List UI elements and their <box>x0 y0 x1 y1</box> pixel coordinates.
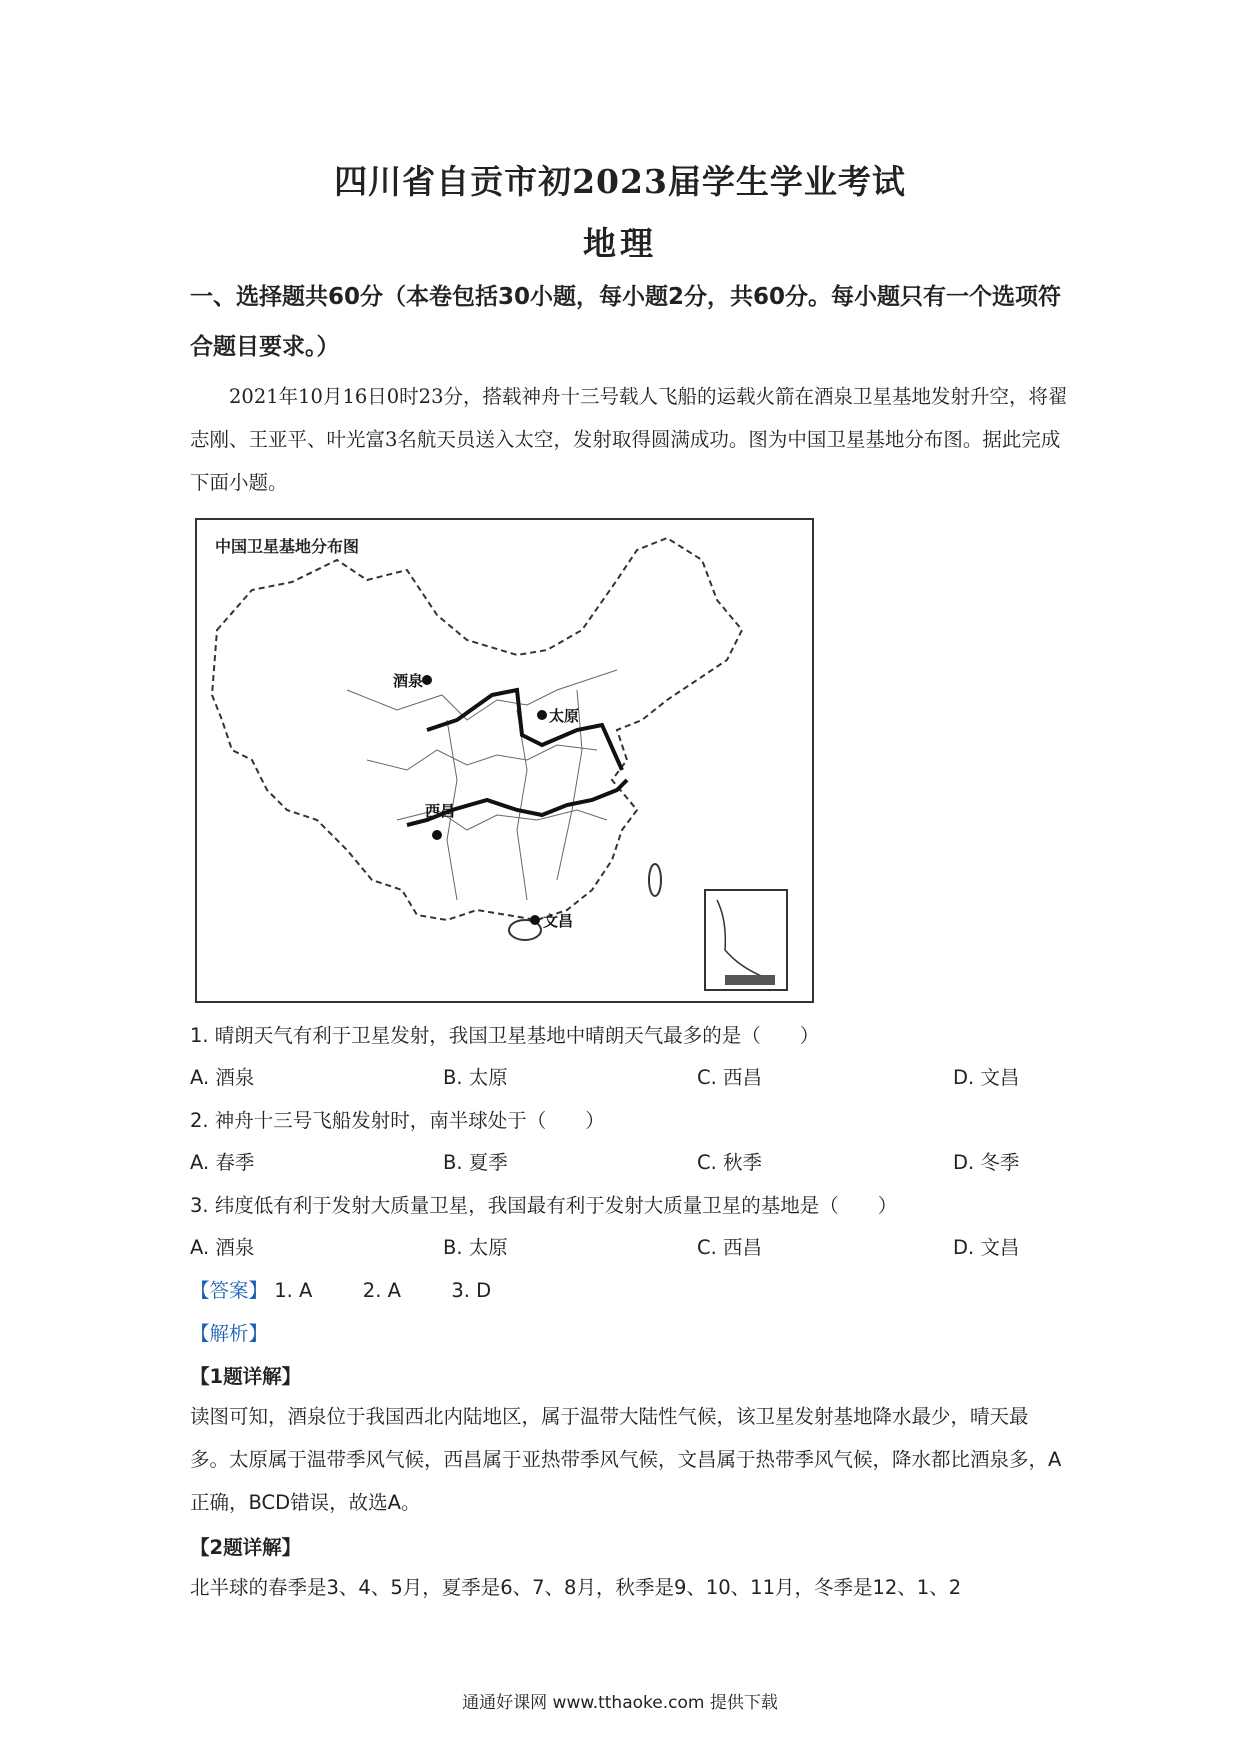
question-3: 3. 纬度低有利于发射大质量卫星，我国最有利于发射大质量卫星的基地是（ ） <box>190 1194 898 1217</box>
q3-option-d: D. 文昌 <box>953 1236 1020 1259</box>
satellite-base-map <box>195 518 814 1003</box>
q2-option-b: B. 夏季 <box>443 1151 508 1174</box>
page-footer: 通通好课网 www.tthaoke.com 提供下载 <box>462 1693 778 1713</box>
detail-2-text: 北半球的春季是3、4、5月，夏季是6、7、8月，秋季是9、10、11月，冬季是12、1、2 <box>190 1576 962 1599</box>
jiuquan-marker <box>422 675 432 685</box>
question-1: 1. 晴朗天气有利于卫星发射，我国卫星基地中晴朗天气最多的是（ ） <box>190 1024 820 1047</box>
q3-option-b: B. 太原 <box>443 1236 508 1259</box>
q1-option-a: A. 酒泉 <box>190 1066 255 1089</box>
answer-3: 3. D <box>451 1279 492 1302</box>
map-title: 中国卫星基地分布图 <box>215 537 360 556</box>
question-2: 2. 神舟十三号飞船发射时，南半球处于（ ） <box>190 1109 605 1132</box>
exam-title: 四川省自贡市初2023届学生学业考试 <box>334 162 906 201</box>
analysis-tag: 【解析】 <box>190 1322 269 1345</box>
taiyuan-marker <box>537 710 547 720</box>
china-outline <box>212 538 742 920</box>
city-label-wenchang: 文昌 <box>543 912 574 930</box>
q1-option-c: C. 西昌 <box>697 1066 763 1089</box>
china-map-drawing <box>197 520 812 1001</box>
city-label-jiuquan: 酒泉 <box>393 672 424 690</box>
q1-option-d: D. 文昌 <box>953 1066 1020 1089</box>
subject-title: 地理 <box>583 224 657 263</box>
intro-paragraph: 2021年10月16日0时23分，搭载神舟十三号载人飞船的运载火箭在酒泉卫星基地发射升空，将翟志刚、王亚平、叶光富3名航天员送入太空，发射取得圆满成功。图为中国卫星基地分布图。据此完成下面小题。 <box>190 385 1068 494</box>
section-heading: 一、选择题共60分（本卷包括30小题，每小题2分，共60分。每小题只有一个选项符合题目要求。） <box>190 284 1062 360</box>
q3-option-c: C. 西昌 <box>697 1236 763 1259</box>
q3-option-a: A. 酒泉 <box>190 1236 255 1259</box>
detail-1-text: 读图可知，酒泉位于我国西北内陆地区，属于温带大陆性气候，该卫星发射基地降水最少，晴天最多。太原属于温带季风气候，西昌属于亚热带季风气候，文昌属于热带季风气候，降水都比酒泉多，A正确，BCD错误，故选A。 <box>190 1405 1062 1514</box>
q1-option-b: B. 太原 <box>443 1066 508 1089</box>
answer-1: 1. A <box>274 1279 313 1302</box>
city-label-taiyuan: 太原 <box>549 707 580 725</box>
answer-2: 2. A <box>362 1279 401 1302</box>
q2-option-c: C. 秋季 <box>697 1151 763 1174</box>
city-label-xichang: 西昌 <box>425 802 456 820</box>
detail-2-tag: 【2题详解】 <box>190 1536 302 1559</box>
detail-1-tag: 【1题详解】 <box>190 1365 302 1388</box>
xichang-marker <box>432 830 442 840</box>
wenchang-marker <box>530 915 540 925</box>
answer-line <box>190 1275 491 1303</box>
q2-option-d: D. 冬季 <box>953 1151 1020 1174</box>
q2-option-a: A. 春季 <box>190 1151 255 1174</box>
answer-tag: 【答案】 <box>190 1279 269 1302</box>
